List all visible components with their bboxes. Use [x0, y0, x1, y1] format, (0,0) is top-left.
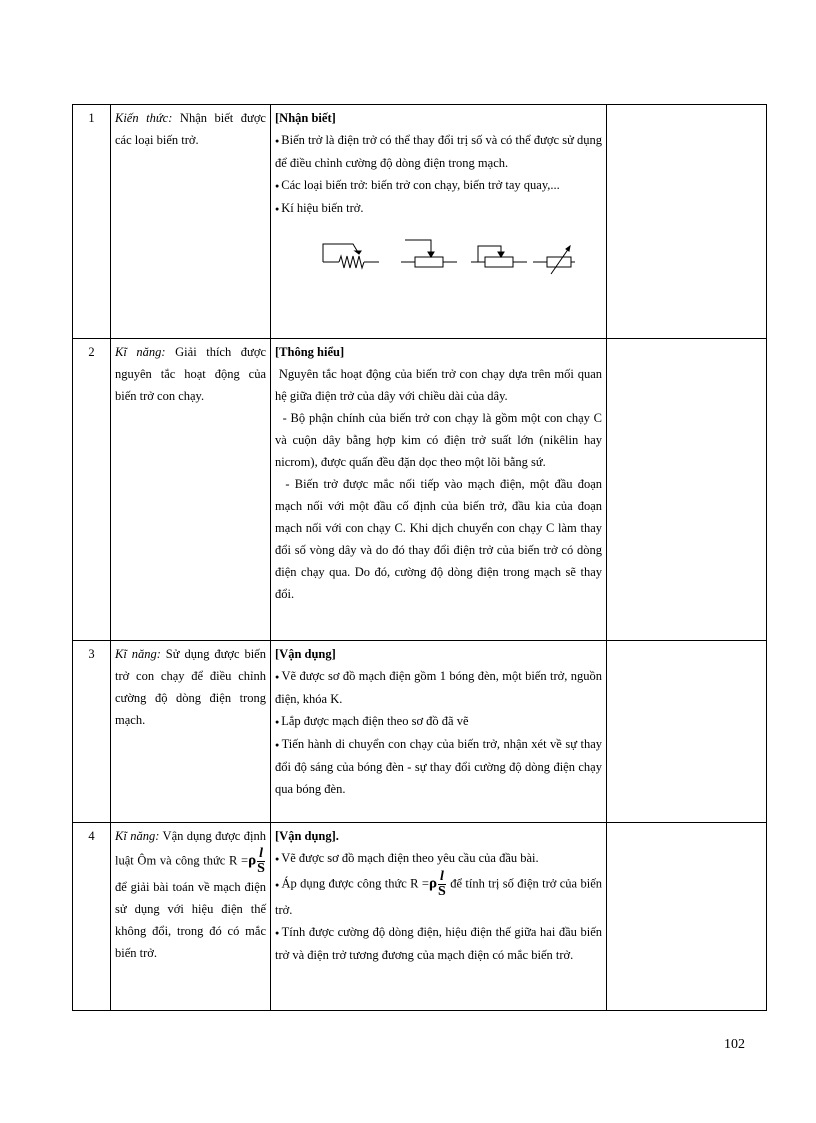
- bullet-item: ● Kí hiệu biến trở.: [275, 197, 602, 220]
- formula-denominator: S: [257, 861, 265, 876]
- skill-cell: [111, 105, 271, 339]
- bullet-item: ● Vẽ được sơ đồ mạch điện theo yêu cầu của đầu bài.: [275, 847, 602, 870]
- formula-numerator: l: [259, 846, 263, 861]
- level-cell: [271, 641, 607, 823]
- table-row: [73, 339, 767, 641]
- skill-text: Nhận biết được các loại biến trở.: [115, 111, 266, 147]
- paragraph: - Bộ phận chính của biến trở con chạy là gồm một con chạy C và cuộn dây bằng hợp kim có điện trở suất lớn (nikêlin hay nicrom), được quấn đều đặn dọc theo một lõi bằng sứ.: [275, 411, 606, 469]
- table-row: [73, 105, 767, 339]
- rho-symbol: ρ: [248, 852, 257, 869]
- bullet-text-pre: Áp dụng được công thức R =: [281, 876, 429, 891]
- level-label: [Thông hiểu]: [275, 345, 345, 359]
- rho-symbol: ρ: [428, 875, 437, 892]
- formula-fraction: [257, 847, 265, 876]
- rheostat-symbols-figure: [275, 230, 575, 280]
- row-number: 2: [73, 339, 111, 641]
- notes-cell: [607, 105, 767, 339]
- skill-label: Kiến thức:: [115, 111, 173, 125]
- rheostat-slider-icon: [401, 240, 457, 267]
- level-label: [Vận dụng].: [275, 829, 339, 843]
- row-number: 3: [73, 641, 111, 823]
- paragraph: Nguyên tắc hoạt động của biến trở con chạy dựa trên mối quan hệ giữa điện trở của dây với chiều dài của dây.: [275, 367, 606, 403]
- formula-denominator: S: [438, 884, 446, 900]
- rheostat-variable-icon: [533, 246, 575, 274]
- level-label: [Vận dụng]: [275, 647, 336, 661]
- skill-text: Giải thích được nguyên tắc hoạt động của biến trở con chạy.: [115, 345, 266, 403]
- notes-cell: [607, 339, 767, 641]
- bullet-item: ● Các loại biến trở: biến trở con chạy, biến trở tay quay,...: [275, 174, 602, 197]
- skill-text: Sử dụng được biến trở con chạy để điều chỉnh cường độ dòng điện trong mạch.: [115, 647, 266, 727]
- formula-numerator: l: [439, 869, 444, 885]
- row-number: 1: [73, 105, 111, 339]
- rheostat-zigzag-icon: [323, 244, 379, 268]
- notes-cell: [607, 641, 767, 823]
- row-number: 4: [73, 823, 111, 1011]
- skill-cell: [111, 641, 271, 823]
- formula-fraction: [438, 870, 446, 899]
- rheostat-loop-icon: [471, 246, 527, 267]
- skill-cell: [111, 339, 271, 641]
- bullet-item: ● Vẽ được sơ đồ mạch điện gồm 1 bóng đèn, một biến trở, nguồn điện, khóa K.: [275, 665, 602, 710]
- bullet-item: ● Lắp được mạch điện theo sơ đồ đã vẽ: [275, 710, 602, 733]
- level-cell: [271, 823, 607, 1011]
- page-number: 102: [724, 1037, 745, 1052]
- level-cell: [271, 339, 607, 641]
- skill-text-pre: Vận dụng được định luật Ôm và công thức R =: [115, 829, 266, 868]
- level-label: [Nhận biết]: [275, 111, 336, 125]
- bullet-item: ● Tiến hành di chuyển con chạy của biến trở, nhận xét về sự thay đổi độ sáng của bóng đèn - sự thay đổi cường độ dòng điện chạy qua bóng đèn.: [275, 733, 602, 800]
- skill-text-post: để giải bài toán về mạch điện sử dụng với hiệu điện thế không đổi, trong đó có mắc biến trở.: [115, 880, 266, 960]
- bullet-item: ● Tính được cường độ dòng điện, hiệu điện thế giữa hai đầu biến trở và điện trở tương đương của mạch điện có mắc biến trở.: [275, 921, 602, 966]
- bullet-item: ● Biến trở là điện trở có thể thay đổi trị số và có thể được sử dụng để điều chỉnh cường độ dòng điện trong mạch.: [275, 129, 602, 174]
- skill-label: Kĩ năng:: [115, 647, 161, 661]
- bullet-item: [275, 870, 602, 921]
- skill-cell: [111, 823, 271, 1011]
- bullet-text-post: để tính trị số điện trở của biến trở.: [275, 876, 602, 918]
- table-row: [73, 823, 767, 1011]
- notes-cell: [607, 823, 767, 1011]
- rheostat-symbols: [275, 230, 602, 287]
- skill-label: Kĩ năng:: [115, 345, 166, 359]
- level-cell: [271, 105, 607, 339]
- paragraph: - Biến trở được mắc nối tiếp vào mạch điện, một đầu đoạn mạch nối với một đầu cố định của biến trở, đầu kia của đoạn mạch nối với con chạy C. Khi dịch chuyển con chạy C làm thay đổi số vòng dây và do đó thay đổi điện trở của biến trở có dòng điện chạy qua. Do đó, cường độ dòng điện trong mạch sẽ thay đổi.: [275, 477, 606, 601]
- skill-label: Kĩ năng:: [115, 829, 160, 843]
- table-row: [73, 641, 767, 823]
- skills-table: [72, 104, 767, 1011]
